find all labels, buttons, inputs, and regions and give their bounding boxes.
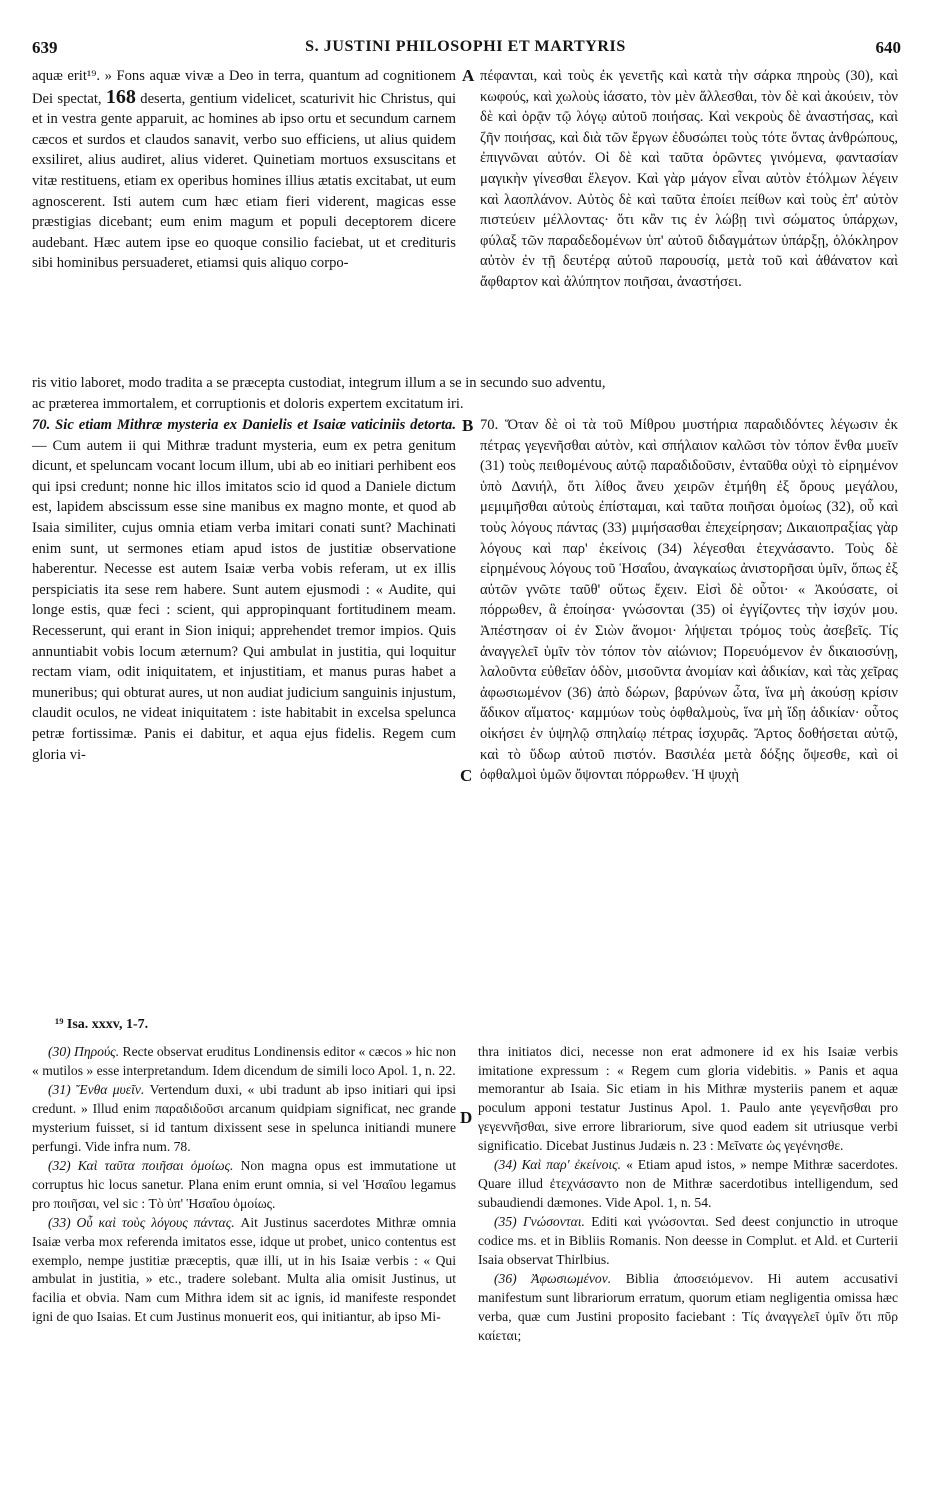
latin-top-pre: aquæ erit¹⁹. » Fons aquæ vivæ a Deo in terra, quantum ad cognitionem Dei spectat, <box>32 68 456 107</box>
footnote-33-continued <box>478 1043 898 1155</box>
footnote-text: Ait Justinus sacerdotes Mithræ omnia Isaiæ verba mox referenda imitatos esse, idque ut probet, unico contentus est exemplo, nempe justitiæ præceptis, quæ illi, ut in his Isaiæ verbis : « Qui ambulat in justitia, » etc., tradere solebant. Multa alia omisit Justinus, ut facilia et obvia. Nam cum Mithra idem sit ac ignis, id manifeste respondet igni de quo Isaias. Et cum Justinus monuerit eos, qui initiantur, ab ipso Mi- <box>32 1215 456 1324</box>
margin-marker-a: A <box>462 66 475 85</box>
page-header <box>0 38 931 60</box>
margin-marker-d: D <box>460 1108 473 1127</box>
footnote-key: (31) Ἔνθα μυεῖν. <box>48 1082 145 1098</box>
latin-70-body: — Cum autem ii qui Mithræ tradunt mysteria, eum ex petra genitum dicunt, et speluncam vocant locum illum, ubi ab eo initiari perhibent eos qui ipsi credunt; nonne hic illos imitatos scio id quod a Daniele dictum est, lapidem abscissum esse sine manibus ex magno monte, et quod ab Isaia similiter, cujus omnia etiam verba imitari conati sunt? Machinati enim sunt, ut sermones etiam apud istos de justitiæ observatione haberentur. Necesse est autem Isaiæ verba vobis referam, ut ex illis perspiciatis ita sese rem habere. Sunt autem ejusmodi : « Audite, qui longe estis, quæ feci : scient, qui appropinquant fortitudinem meam. Recesserunt, qui erant in Sion iniqui; apprehendet tremor impios. Quis annuntiabit vobis locum æternum? Qui ambulat in justitia, qui loquitur rectam viam, odit iniquitatem, et injustitiam, et manus puras habet a muneribus; qui obturat aures, ut non audiat judicium sanguinis injustum, claudit oculos, ne videat iniquitatem : iste habitabit in excelsa spelunca petræ fortissimæ. Panis ei dabitur, et aqua ejus fidelis. Regem cum gloria vi- <box>32 437 456 763</box>
footnote-key: (34) Καὶ παρ' ἐκείνοις. <box>494 1157 622 1173</box>
footnote-text: Editi καὶ γνώσονται. Sed deest conjunctio in utroque codice ms. et in Bibliis Romanis. Non deesse in Complut. et Ald. et Curterii Isaia observat Thirlbius. <box>478 1214 898 1267</box>
footnotes-right <box>478 1043 898 1346</box>
scripture-citation: ¹⁹ Isa. xxxv, 1-7. <box>55 1017 149 1032</box>
footnote-text: Recte observat eruditus Londinensis editor « cæcos » hic non « mutilos » esse interpretandum. Idem dicendum de simili loco Apol. 1, n. 22. <box>32 1044 456 1078</box>
latin-top-post: deserta, gentium videlicet, scaturivit hic Christus, qui et in vestra gente apparuit, ac homines ab ipso ortu et secundum carnem cæcos et surdos et claudos sanavit, verbo suo efficiens, ut alius quidem exsiliret, alius audiret, alius videret. Quinetiam mortuos exsuscitans et vitæ restituens, etiam ex operibus homines illius ætatis excitabat, ut eum agnoscerent. Isti autem cum hæc etiam fieri viderent, magicas esse præstigias dicebant; eum enim magum et populi deceptorem dicere audebant. Hæc autem ipse eo quoque consilio faciebat, ut et credituris sibi hominibus persuaderet, etiamsi quis aliquo corpo- <box>32 90 457 272</box>
footnote-text: Vertendum duxi, « ubi tradunt ab ipso initiari qui ipsi credunt. » Illud enim παραδιδοῦσι arcanum quidpiam significat, nec grande mysterium fuisset, si id tantum dixissent sese in spelunca initiandi munere perfungi. Vide infra num. 78. <box>32 1082 457 1154</box>
footnote-35 <box>478 1213 898 1269</box>
footnote-30 <box>32 1043 456 1080</box>
footnote-key: (33) Οὗ καὶ τοὺς λόγους πάντας. <box>48 1215 235 1231</box>
footnote-text: Non magna opus est immutatione ut corruptus hic locus sanetur. Plana enim erunt omnia, si vel Ἡσαΐου legamus pro ποιῆσαι, vel sic : Τὸ ὑπ' Ἡσαΐου ὁμοίως. <box>32 1158 456 1211</box>
footnote-key: (35) Γνώσονται. <box>494 1214 585 1230</box>
footnote-34 <box>478 1156 898 1212</box>
footnote-key: (36) Ἀφωσιωμένον. <box>494 1271 612 1287</box>
greek-70-text: 70. Ὅταν δὲ οἱ τὰ τοῦ Μίθρου μυστήρια παραδιδόντες λέγωσιν ἐκ πέτρας γεγενῆσθαι αὐτὸν, καὶ σπήλαιον καλῶσι τὸν τόπον ἔνθα μυεῖν (31) τοὺς πειθομένους αὐτῷ παραδιδοῦσιν, ἐνταῦθα οὐχὶ τὸ εἰρημένον ὑπὸ Δανιήλ, ὅτι λίθος ἄνευ χειρῶν ἐτμήθη ἐξ ὄρους μεγάλου, μεμιμῆσθαι αὐτοὺς ἐπίσταμαι, καὶ ταῦτα ποιῆσαι ὁμοίως (32), οὗ καὶ τοὺς λόγους πάντας (33) μιμήσασθαι ἐπεχείρησαν; Δικαιοπραξίας γὰρ λόγους καὶ παρ' ἐκείνοις (34) λέγεσθαι ἐτεχνάσαντο. Τοὺς δὲ εἰρημένους λόγους τοῦ Ἡσαΐου, ἀναγκαίως ἀνιστορῆσαι ὑμῖν, ὅπως ἐξ αὐτῶν γνῶτε ταῦθ' οὕτως ἔχειν. Εἰσὶ δὲ οὗτοι· « Ἀκούσατε, οἱ πόρρωθεν, ἃ ἐποίησα· γνώσονται (35) οἱ ἐγγίζοντες τὴν ἰσχύν μου. Ἀπέστησαν οἱ ἐν Σιὼν ἄνομοι· λήψεται τρόμος τοὺς ἀσεβεῖς. Τίς ἀναγγελεῖ ὑμῖν τὸν τόπον τὸν αἰώνιον; Πορευόμενον ἐν δικαιοσύνῃ, λαλοῦντα εὐθεῖαν ὁδὸν, μισοῦντα ἀνομίαν καὶ ἀδικίαν, καὶ τὰς χεῖρας ἀφωσιωμένον (36) ἀπὸ δώρων, βαρύνων ὦτα, ἵνα μὴ ἀκούσῃ κρίσιν ἄδικον αἵματος· καμμύων τοὺς ὀφθαλμοὺς, ἵνα μὴ ἴδῃ ἀδικίαν· οὗτος οἰκήσει ἐν ὑψηλῷ σπηλαίῳ πέτρας ἰσχυρᾶς. Ἄρτος δοθήσεται αὐτῷ, καὶ τὸ ὕδωρ αὐτοῦ πιστόν. Βασιλέα μετὰ δόξης ὄψεσθε, καὶ οἱ ὀφθαλμοὶ ὑμῶν ὄψονται πόρρωθεν. Ἡ ψυχὴ <box>480 417 898 784</box>
footnote-text: « Etiam apud istos, » nempe Mithræ sacerdotes. Quare illud ἐτεχνάσαντο non de Mithræ sacerdotibus intelligendum, sed subaudiendi dæmones. Vide Apol. 1, n. 54. <box>478 1157 898 1210</box>
footnote-key: (32) Καὶ ταῦτα ποιῆσαι ὁμοίως. <box>48 1158 234 1174</box>
running-title: S. JUSTINI PHILOSOPHI ET MARTYRIS <box>305 38 626 55</box>
page-number-left: 639 <box>32 38 58 57</box>
footnote-key: (30) Πηρούς. <box>48 1044 120 1059</box>
footnote-text: thra initiatos dici, necesse non erat admonere id ex his Isaiæ verbis imitatione expressum : « Regem cum gloria videbitis. » Panis et aqua memorantur ab Isaia. Sic etiam in his Mithræ mysteriis panem et aquæ poculum apponi testatur Justinus Apol. 1. Paulo ante γεγενῆσθαι pro γεγεννῆσθαι, sive errore librariorum, sive quod eadem sit utriusque verbi significatio. Dicebat Justinus Judæis n. 23 : Μεῖνατε ὡς γεγένησθε. <box>478 1044 898 1153</box>
greek-column-70 <box>480 415 898 786</box>
footnote-text: Biblia ἀποσειόμενον. Hi autem accusativi manifestum sunt librariorum erratum, quorum etiam negligentia omissa hæc verba, quæ cum Justini proposito faciebant : Τίς ἀναγγελεῖ ὑμῖν ὅτι πῦρ καίεται; <box>478 1271 898 1343</box>
latin-column-top <box>32 66 456 274</box>
section-70-title: 70. Sic etiam Mithræ mysteria ex Danielis et Isaiæ vaticiniis detorta. <box>32 417 456 433</box>
margin-marker-b: B <box>462 416 474 435</box>
fullwidth-continuation <box>32 373 898 414</box>
footnote-32 <box>32 1157 456 1213</box>
fullwidth-line-2: ac præterea immortalem, et corruptionis et doloris expertem excitatum iri. <box>32 395 464 412</box>
margin-marker-c: C <box>460 766 473 785</box>
page-number-right: 640 <box>875 38 901 57</box>
greek-top-text: πέφανται, καὶ τοὺς ἐκ γενετῆς καὶ κατὰ τὴν σάρκα πηροὺς (30), καὶ κωφούς, καὶ χωλοὺς ἰάσατο, τὸν μὲν ἅλλεσθαι, τὸν δὲ καὶ ἀκούειν, τὸν δὲ καὶ ὁρᾷν τῷ λόγῳ αὐτοῦ ποιήσας. Καὶ νεκροὺς δὲ ἀναστήσας, καὶ ζῆν ποιήσας, καὶ διὰ τῶν ἔργων ἐδυσώπει τοὺς τότε ὄντας ἀνθρώπους, ἐπιγνῶναι αὐτόν. Οἱ δὲ καὶ ταῦτα ὁρῶντες γινόμενα, φαντασίαν μαγικὴν γίνεσθαι ἔλεγον. Καὶ γὰρ μάγον εἶναι αὐτὸν ἐτόλμων λέγειν καὶ λαοπλάνον. Αὐτὸς δὲ καὶ ταῦτα ἐποίει πείθων καὶ τοὺς ἐπ' αὐτὸν πιστεύειν μέλλοντας· ὅτι κἂν τις ἐν λώβῃ τινὶ σώματος ὑπάρχων, φύλαξ τῶν παραδεδομένων ὑπ' αὐτοῦ διδαγμάτων ὑπάρξῃ, ὁλόκληρον αὐτὸν ἐν τῇ δευτέρᾳ αὐτοῦ παρουσίᾳ, μετὰ τοῦ καὶ ἀθάνατον καὶ ἄφθαρτον καὶ ἀλύπητον ποιῆσαι, ἀναστήσει. <box>480 68 898 290</box>
latin-column-70 <box>32 415 456 765</box>
fullwidth-line-1: ris vitio laboret, modo tradita a se præcepta custodiat, integrum illum a se in secundo suo adventu, <box>32 375 606 391</box>
footnotes-left <box>32 1043 456 1328</box>
greek-column-top <box>480 66 898 293</box>
footnote-33 <box>32 1214 456 1326</box>
footnote-36 <box>478 1270 898 1345</box>
footnote-31 <box>32 1081 456 1156</box>
reference-number-168: 168 <box>105 85 136 108</box>
